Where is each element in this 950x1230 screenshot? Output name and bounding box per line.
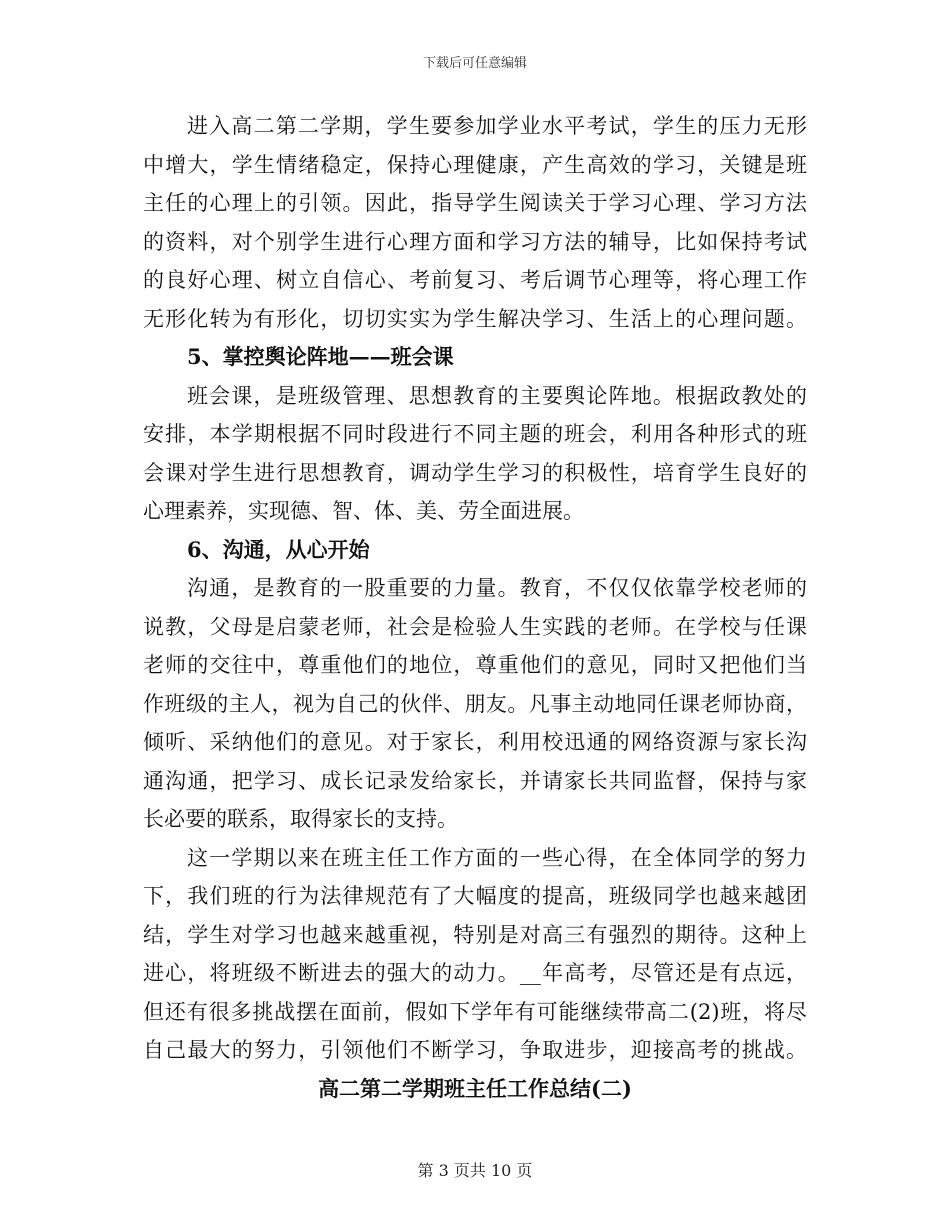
section-heading-5: 5、掌控舆论阵地——班会课 bbox=[187, 344, 454, 369]
paragraph-line: 的资料，对个别学生进行心理方面和学习方法的辅导，比如保持考试 bbox=[143, 229, 807, 254]
paragraph-line: 自己最大的努力，引领他们不断学习，争取进步，迎接高考的挑战。 bbox=[143, 1038, 807, 1062]
paragraph-line: 沟通，是教育的一股重要的力量。教育，不仅仅依靠学校老师的 bbox=[187, 576, 807, 600]
paragraph-line: 通沟通，把学习、成长记录发给家长，并请家长共同监督，保持与家 bbox=[143, 768, 807, 793]
paragraph-line: 进入高二第二学期，学生要参加学业水平考试，学生的压力无形 bbox=[187, 114, 807, 138]
page-footer: 第 3 页共 10 页 bbox=[417, 1161, 533, 1180]
paragraph-line: 心理素养，实现德、智、体、美、劳全面进展。 bbox=[143, 499, 584, 523]
paragraph-line: 的良好心理、树立自信心、考前复习、考后调节心理等，将心理工作 bbox=[143, 268, 807, 292]
paragraph-line: 作班级的主人，视为自己的伙伴、朋友。凡事主动地同任课老师协商， bbox=[143, 691, 807, 716]
paragraph-class-meeting bbox=[143, 377, 807, 531]
paragraph-line: 老师的交往中，尊重他们的地位，尊重他们的意见，同时又把他们当 bbox=[143, 653, 807, 677]
page-header: 下载后可任意编辑 bbox=[422, 56, 527, 71]
paragraph-line: 结，学生对学习也越来越重视，特别是对高三有强烈的期待。这种上 bbox=[143, 922, 807, 947]
paragraph-line: 无形化转为有形化，切切实实为学生解决学习、生活上的心理问题。 bbox=[143, 306, 807, 331]
paragraph-line: 但还有很多挑战摆在面前，假如下学年有可能继续带高二(2)班，将尽 bbox=[143, 999, 807, 1024]
next-document-title: 高二第二学期班主任工作总结(二) bbox=[318, 1075, 632, 1101]
paragraph-line: 倾听、采纳他们的意见。对于家长，利用校迅通的网络资源与家长沟 bbox=[143, 730, 807, 754]
paragraph-line: 班会课，是班级管理、思想教育的主要舆论阵地。根据政教处的 bbox=[187, 383, 807, 408]
document-body bbox=[143, 107, 807, 1108]
paragraph-line: 会课对学生进行思想教育，调动学生学习的积极性，培育学生良好的 bbox=[143, 460, 807, 485]
paragraph-conclusion bbox=[143, 839, 807, 1070]
paragraph-communication bbox=[143, 569, 807, 839]
paragraph-line: 说教，父母是启蒙老师，社会是检验人生实践的老师。在学校与任课 bbox=[143, 614, 807, 639]
paragraph-line: 长必要的联系，取得家长的支持。 bbox=[143, 807, 458, 831]
paragraph-line: 进心，将班级不断进去的强大的动力。__年高考，尽管还是有点远， bbox=[143, 961, 807, 985]
section-heading-6: 6、沟通，从心开始 bbox=[187, 536, 370, 562]
paragraph-line: 下，我们班的行为法律规范有了大幅度的提高，班级同学也越来越团 bbox=[143, 884, 807, 908]
paragraph-line: 安排，本学期根据不同时段进行不同主题的班会，利用各种形式的班 bbox=[143, 422, 807, 446]
paragraph-line: 主任的心理上的引领。因此，指导学生阅读关于学习心理、学习方法 bbox=[143, 191, 807, 215]
paragraph-line: 这一学期以来在班主任工作方面的一些心得，在全体同学的努力 bbox=[187, 845, 807, 870]
paragraph-psychology bbox=[143, 107, 807, 338]
paragraph-line: 中增大，学生情绪稳定，保持心理健康，产生高效的学习，关键是班 bbox=[143, 152, 807, 177]
